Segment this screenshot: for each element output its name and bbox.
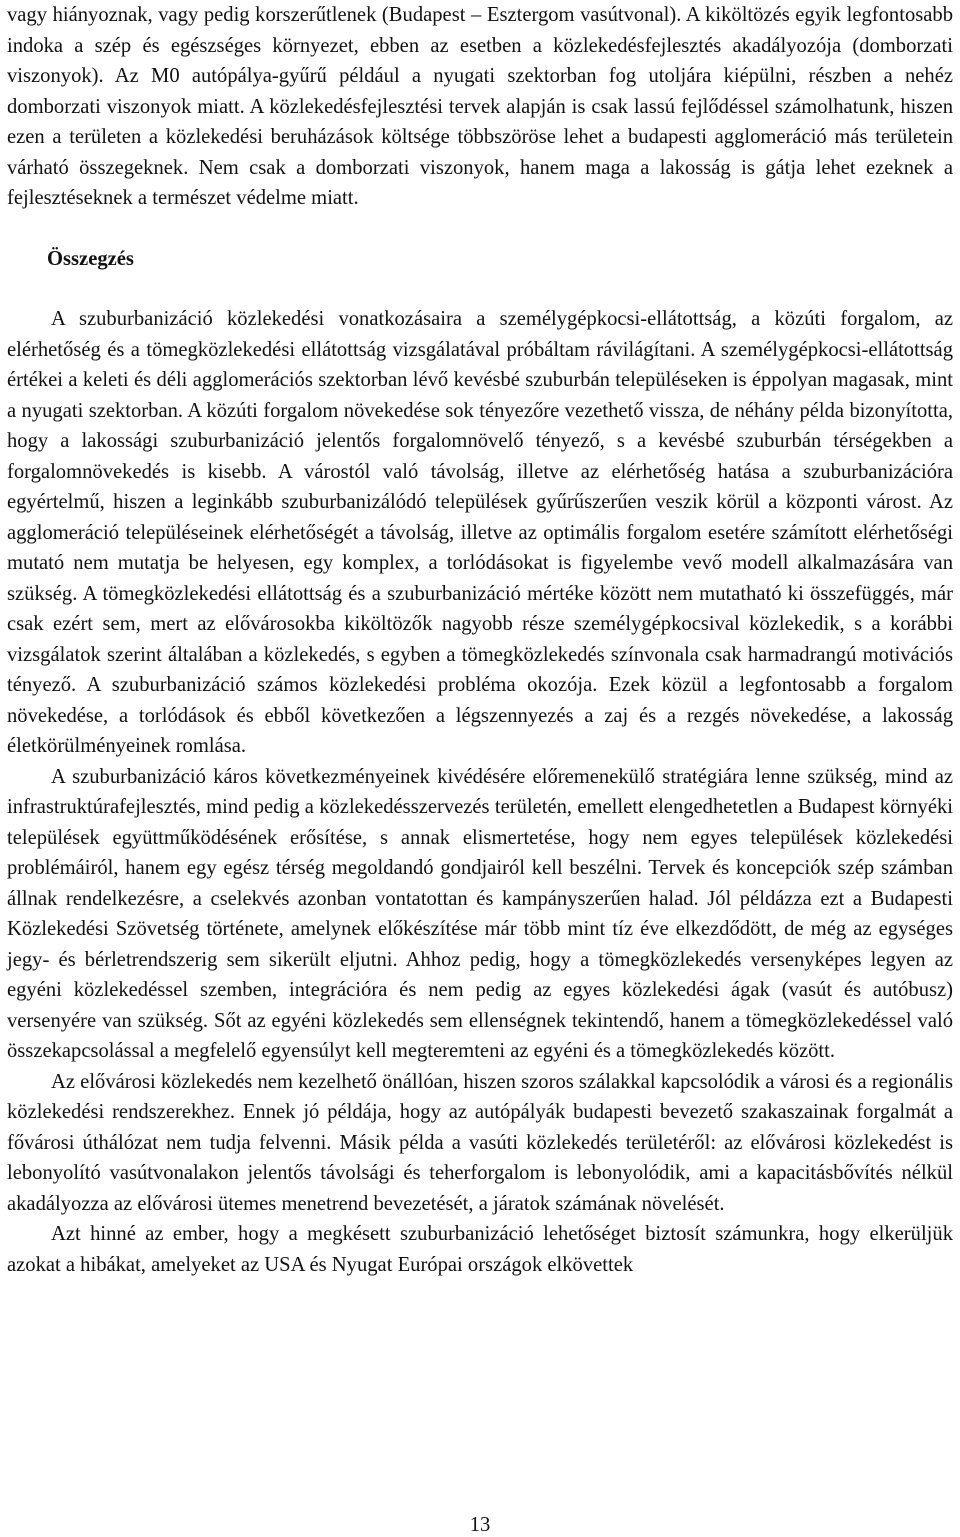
body-paragraph-summary-2: A szuburbanizáció káros következményeinek kivédésére előremenekülő stratégiára lenne szükség, mind az infrastruktúrafejlesztés, mind pedig a közlekedésszervezés területén, emellett elengedhetetlen a Budapest környéki települések együttműködésének erősítése, s annak elismertetése, hogy nem egyes települések közlekedési problémáiról, hanem egy egész térség megoldandó gondjairól kell beszélni. Tervek és koncepciók szép számban állnak rendelkezésre, a cselekvés azonban vontatottan és kampányszerűen halad. Jól példázza ezt a Budapesti Közlekedési Szövetség története, amelynek előkészítése már több mint tíz éve elkezdődött, de még az egységes jegy- és bérletrendszerig sem sikerült eljutni. Ahhoz pedig, hogy a tömegközlekedés versenyképes legyen az egyéni közlekedéssel szemben, integrációra és nem pedig az egyes közlekedési ágak (vasút és autóbusz) versenyére van szükség. Sőt az egyéni közlekedés sem ellenségnek tekintendő, hanem a tömegközlekedéssel való összekapcsolással a megfelelő egyensúlyt kell megteremteni az egyéni és a tömegközlekedés között. <box>7 765 953 1062</box>
section-heading: Összegzés <box>47 247 134 270</box>
body-paragraph-intro: vagy hiányoznak, vagy pedig korszerűtlenek (Budapest – Esztergom vasútvonal). A kiköltözés egyik legfontosabb indoka a szép és egészséges környezet, ebben az esetben a közlekedésfejlesztés akadályozója (domborzati viszonyok). Az M0 autópálya-gyűrű például a nyugati szektorban fog utoljára kiépülni, részben a nehéz domborzati viszonyok miatt. A közlekedésfejlesztési tervek alapján is csak lassú fejlődéssel számolhatunk, hiszen ezen a területen a közlekedési beruházások költsége többszöröse lehet a budapesti agglomeráció más területein várható összegeknek. Nem csak a domborzati viszonyok, hanem maga a lakosság is gátja lehet ezeknek a fejlesztéseknek a természet védelme miatt. <box>7 4 953 209</box>
body-paragraph-summary-1: A szuburbanizáció közlekedési vonatkozásaira a személygépkocsi-ellátottság, a közúti forgalom, az elérhetőség és a tömegközlekedési ellátottság vizsgálatával próbáltam rávilágítani. A személygépkocsi-ellátottság értékei a keleti és déli agglomerációs szektorban lévő kevésbé szuburbán településeken is éppolyan magasak, mint a nyugati szektorban. A közúti forgalom növekedése sok tényezőre vezethető vissza, de néhány példa bizonyította, hogy a lakossági szuburbanizáció jelentős forgalomnövelő tényező, s a kevésbé szuburbán térségekben a forgalomnövekedés is kisebb. A várostól való távolság, illetve az elérhetőség hatása a szuburbanizációra egyértelmű, hiszen a leginkább szuburbanizálódó települések gyűrűszerűen veszik körül a központi várost. Az agglomeráció településeinek elérhetőségét a távolság, illetve az optimális forgalom esetére számított elérhetőségi mutató nem mutatja be helyesen, egy komplex, a torlódásokat is figyelembe vevő modell alkalmazására van szükség. A tömegközlekedési ellátottság és a szuburbanizáció mértéke között nem mutatható ki összefüggés, már csak ezért sem, mert az elővárosokba kiköltözők nagyobb része személygépkocsival közlekedik, s a korábbi vizsgálatok szerint általában a közlekedés, s egyben a tömegközlekedés színvonala csak harmadrangú motivációs tényező. A szuburbanizáció számos közlekedési probléma okozója. Ezek közül a legfontosabb a forgalom növekedése, a torlódások és ebből következően a légszennyezés a zaj és a rezgés növekedése, a lakosság életkörülményeinek romlása. <box>7 308 953 757</box>
body-paragraph-summary-3: Az elővárosi közlekedés nem kezelhető önállóan, hiszen szoros szálakkal kapcsolódik a városi és a regionális közlekedési rendszerekhez. Ennek jó példája, hogy az autópályák budapesti bevezető szakaszainak forgalmát a fővárosi úthálózat nem tudja felvenni. Másik példa a vasúti közlekedés területéről: az elővárosi közlekedést is lebonyolító vasútvonalakon jelentős távolsági és teherforgalom is lebonyolódik, ami a kapacitásbővítés nélkül akadályozza az elővárosi ütemes menetrend bevezetését, a járatok számának növelését. <box>7 1070 953 1215</box>
page-number: 13 <box>469 1514 491 1536</box>
document-page <box>7 0 953 1280</box>
body-paragraph-summary-4: Azt hinné az ember, hogy a megkésett szuburbanizáció lehetőséget biztosít számunkra, hogy elkerüljük azokat a hibákat, amelyeket az USA és Nyugat Európai országok elkövettek <box>7 1223 953 1276</box>
